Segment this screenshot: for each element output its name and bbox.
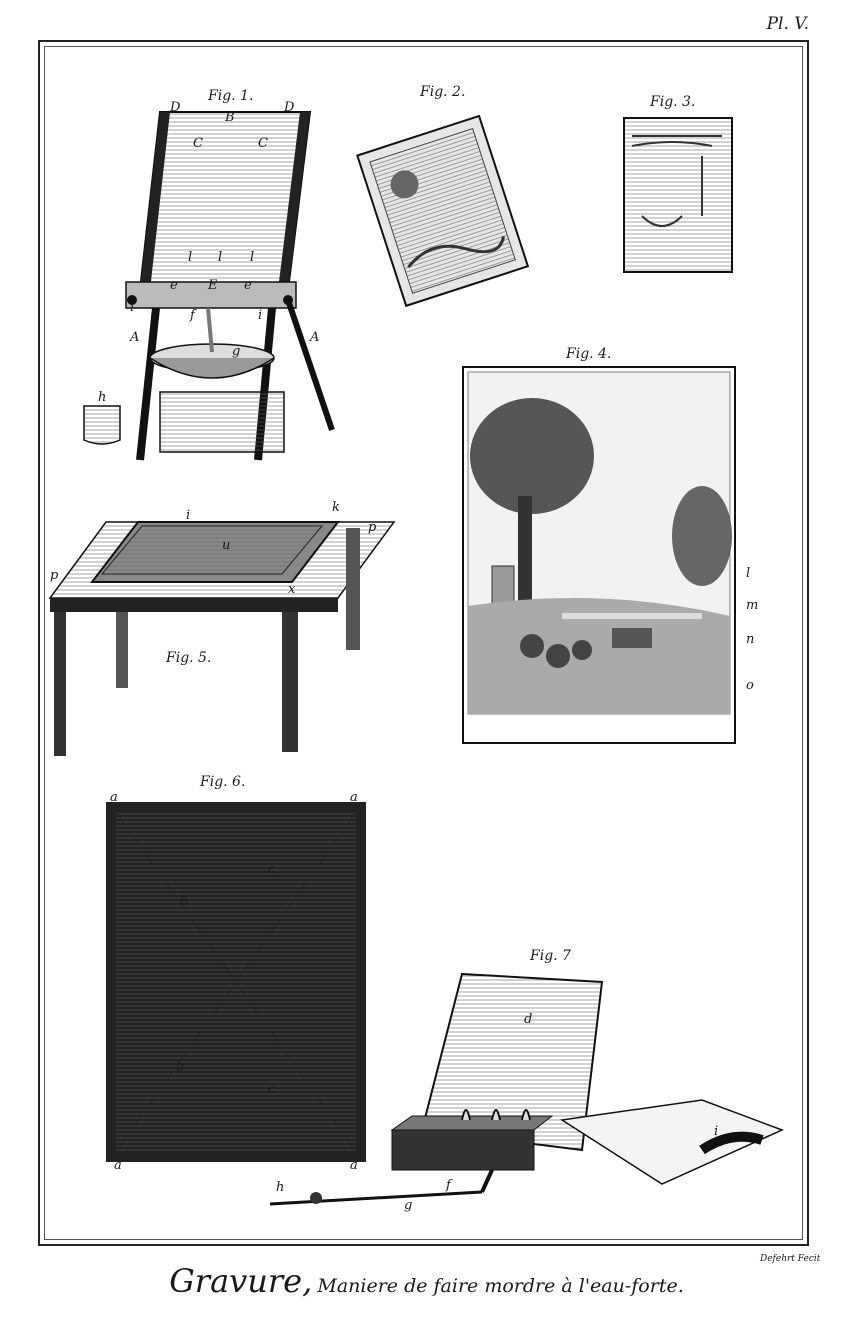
fig1-inclined-board-drawing — [60, 100, 350, 470]
fig6-letter-b-upper: b — [180, 894, 189, 909]
fig6-letter-a-bottom-left: a — [114, 1158, 122, 1173]
fig4-letter-l: l — [746, 566, 751, 581]
fig1-letter-C-left: C — [193, 136, 203, 151]
fig2-label: Fig. 2. — [420, 84, 466, 100]
fig1-letter-l-2: l — [218, 250, 223, 265]
engraver-signature: Defehrt Fecit — [760, 1254, 821, 1264]
fig1-letter-g: g — [232, 344, 241, 359]
fig5-letter-u: u — [222, 538, 231, 553]
plate-number: Pl. V. — [766, 14, 809, 34]
fig5-letter-x: x — [288, 582, 296, 597]
fig1-letter-D-left: D — [170, 100, 181, 115]
fig1-letter-l-3: l — [250, 250, 255, 265]
fig5-letter-p-right: p — [368, 520, 377, 535]
fig5-letter-k: k — [332, 500, 340, 515]
fig1-letter-l-1: l — [188, 250, 193, 265]
fig1-letter-B: B — [225, 110, 235, 125]
fig1-letter-e-left: e — [170, 278, 178, 293]
fig1-label: Fig. 1. — [208, 88, 254, 104]
fig7-letter-i: i — [714, 1124, 719, 1139]
fig1-letter-h: h — [98, 390, 107, 405]
fig6-letter-a-top-left: a — [110, 790, 118, 805]
plate-title-main: Gravure, — [169, 1262, 313, 1300]
fig6-letter-a-top-right: a — [350, 790, 358, 805]
fig6-letter-c-upper: c — [268, 862, 276, 877]
fig4-letter-m: m — [746, 598, 759, 613]
fig7-label: Fig. 7 — [530, 948, 571, 964]
fig7-letter-d: d — [524, 1012, 533, 1027]
fig6-letter-b-lower: b — [176, 1060, 185, 1075]
fig1-letter-D-right: D — [284, 100, 295, 115]
plate-title — [0, 1262, 853, 1300]
fig7-letter-g: g — [404, 1198, 413, 1213]
fig1-letter-i-left: i — [130, 300, 135, 315]
fig6-letter-c-lower: c — [268, 1082, 276, 1097]
fig5-letter-i: i — [186, 508, 191, 523]
fig3-varnished-plate-drawing — [622, 116, 736, 276]
fig4-letter-o: o — [746, 678, 754, 693]
fig5-letter-p-left: p — [50, 568, 59, 583]
fig2-etched-plate-drawing — [352, 104, 532, 314]
fig4-letter-n: n — [746, 632, 755, 647]
fig1-letter-f: f — [190, 308, 195, 323]
fig1-letter-E: E — [208, 278, 218, 293]
fig3-label: Fig. 3. — [650, 94, 696, 110]
fig5-label: Fig. 5. — [166, 650, 212, 666]
fig1-letter-A-right: A — [310, 330, 320, 345]
fig1-letter-e-right: e — [244, 278, 252, 293]
fig4-label: Fig. 4. — [566, 346, 612, 362]
fig1-letter-A-left: A — [130, 330, 140, 345]
fig1-letter-i-right: i — [258, 308, 263, 323]
plate-title-subtitle: Maniere de faire mordre à l'eau-forte. — [317, 1275, 684, 1297]
fig6-label: Fig. 6. — [200, 774, 246, 790]
fig6-letter-a-bottom-right: a — [350, 1158, 358, 1173]
fig4-landscape-print-drawing — [462, 366, 738, 746]
fig7-candle-box-drawing — [262, 970, 812, 1220]
fig1-letter-C-right: C — [258, 136, 268, 151]
fig7-letter-h: h — [276, 1180, 285, 1195]
fig5-table-drawing — [46, 500, 396, 760]
fig7-letter-f: f — [446, 1178, 451, 1193]
